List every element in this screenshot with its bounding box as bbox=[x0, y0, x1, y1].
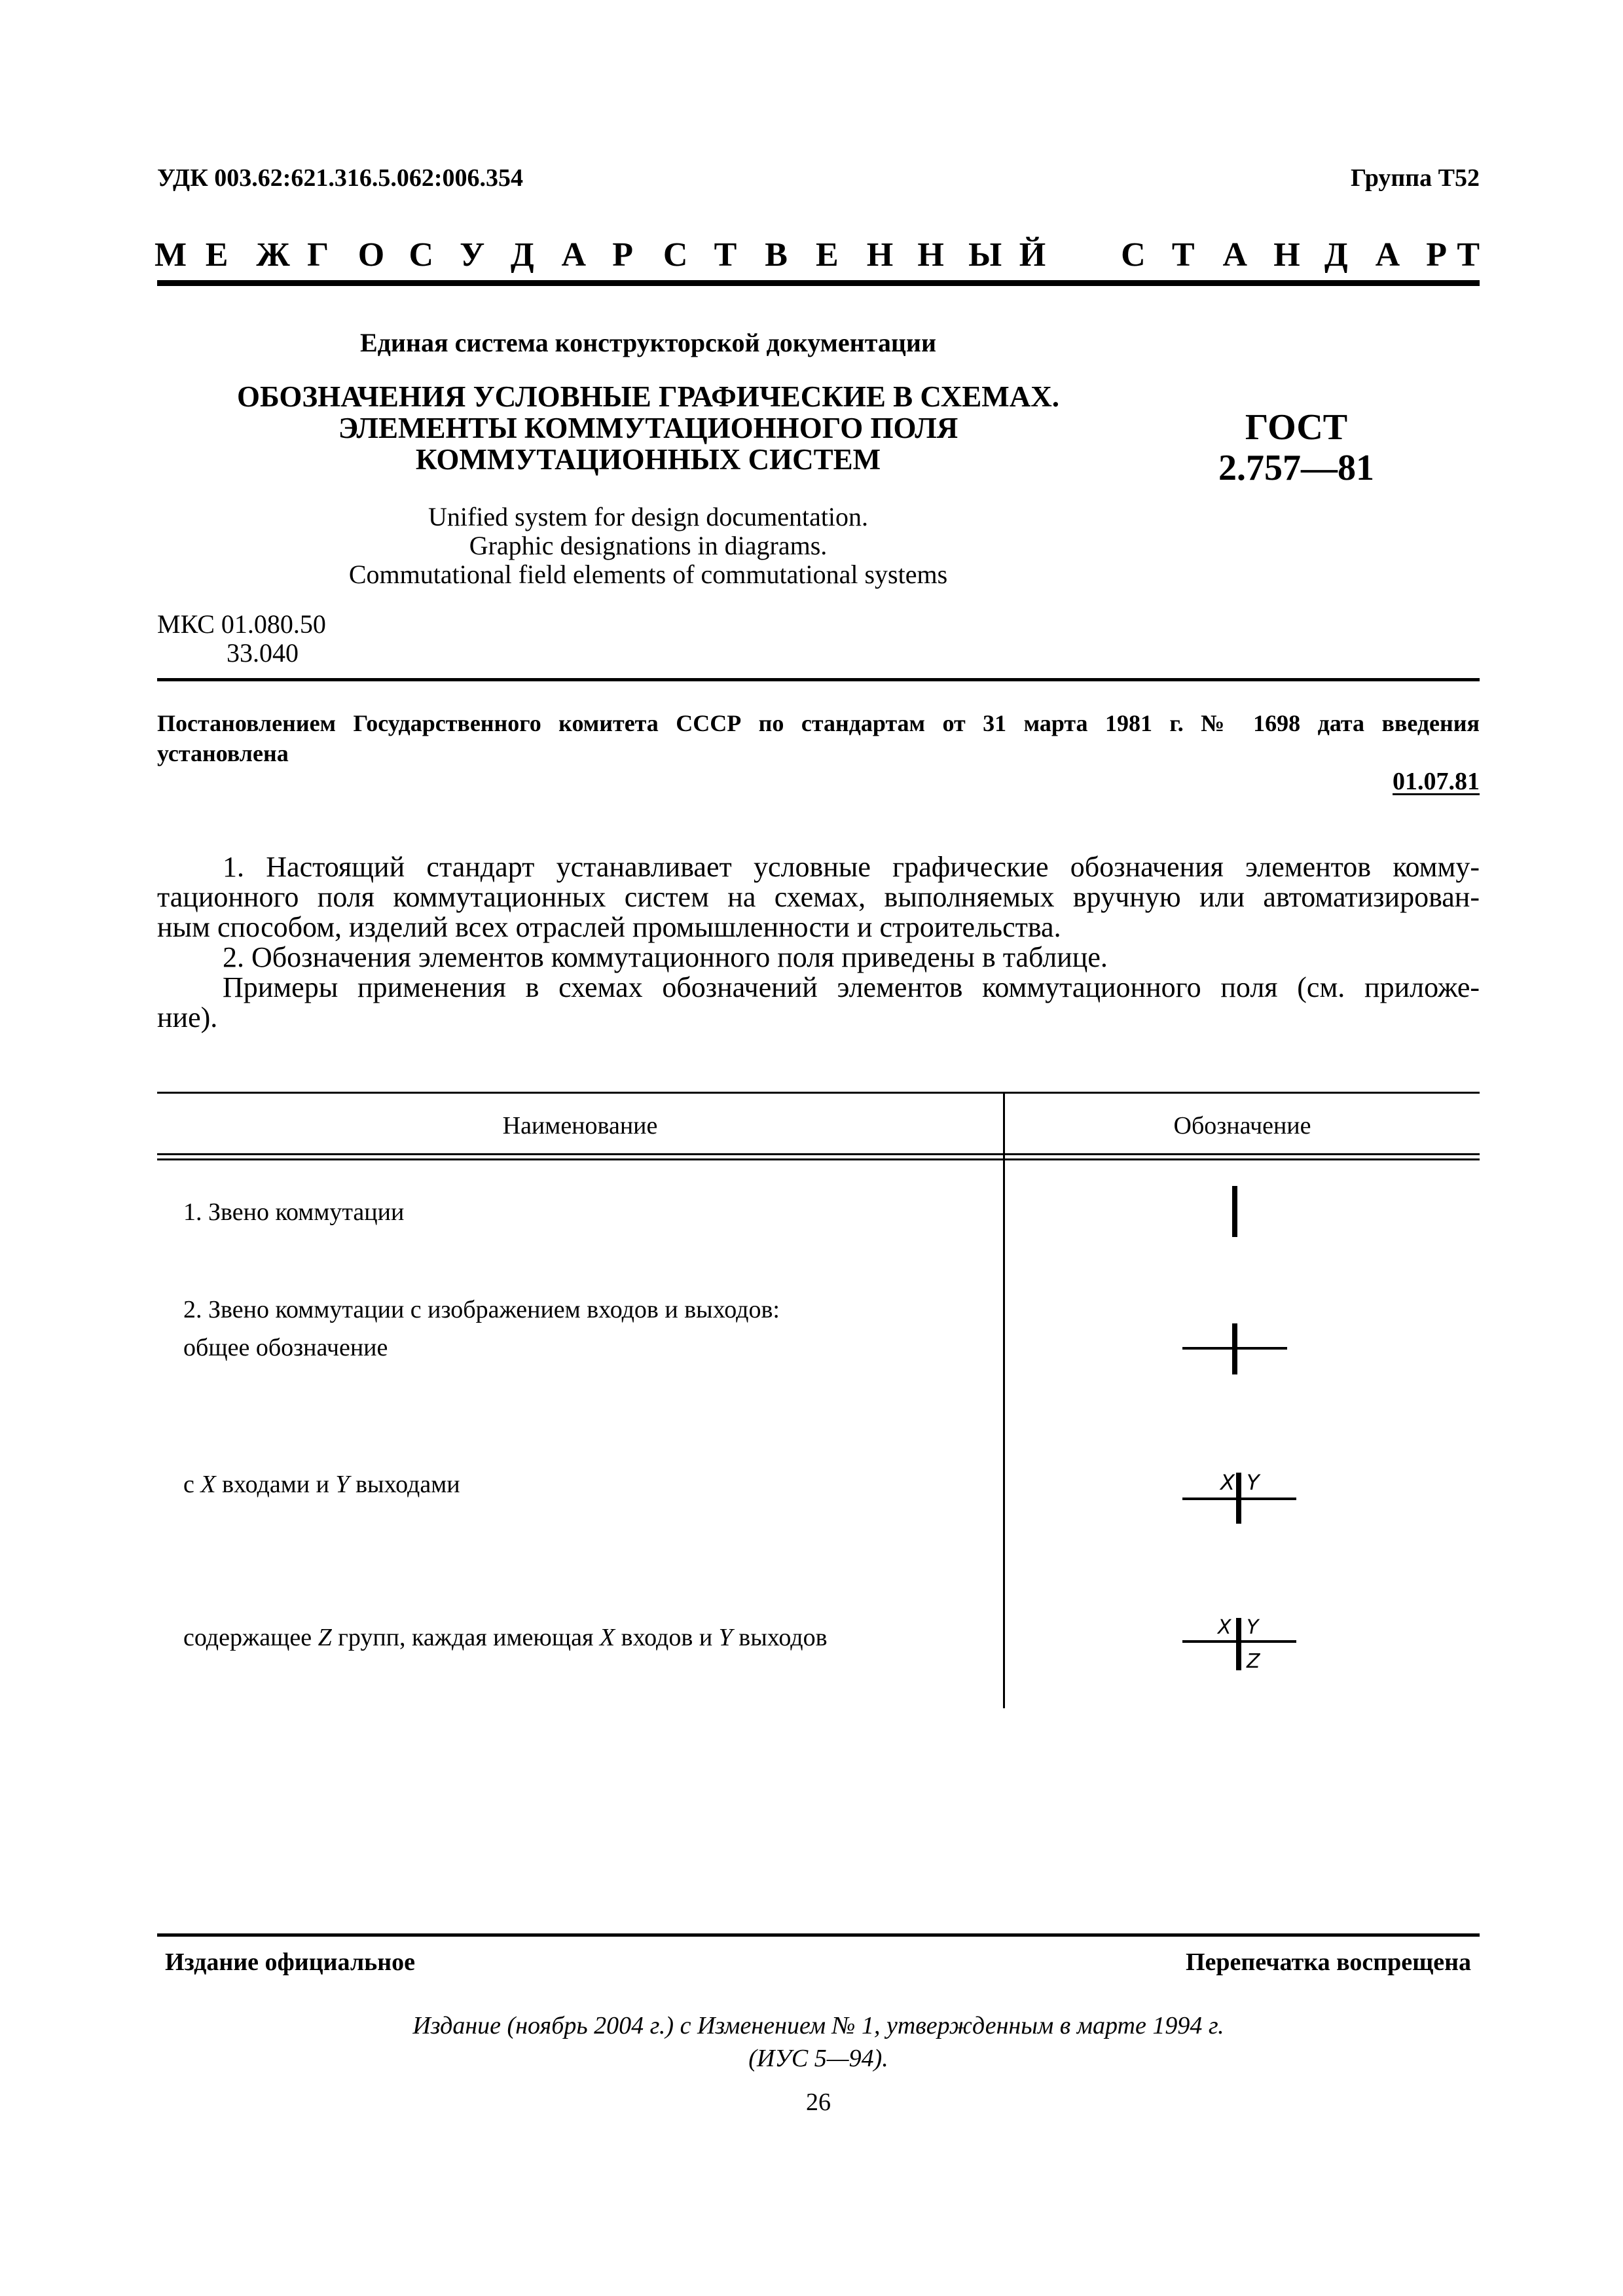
mks-line-2: 33.040 bbox=[227, 638, 299, 668]
banner-letter: Г bbox=[307, 236, 329, 274]
symbol-z-label: Z bbox=[1247, 1650, 1260, 1673]
banner-letter: У bbox=[460, 236, 485, 274]
title-line-3: КОММУТАЦИОННЫХ СИСТЕМ bbox=[415, 443, 881, 476]
banner-letter: Й bbox=[1019, 236, 1046, 274]
banner-letter: А bbox=[561, 236, 587, 274]
row-2-line-1: 2. Звено коммутации с изображением входов и выходов: bbox=[183, 1296, 780, 1323]
banner-letter: О bbox=[357, 236, 385, 274]
udk-code: УДК 003.62:621.316.5.062:006.354 bbox=[157, 164, 524, 192]
page-number: 26 bbox=[806, 2089, 831, 2116]
banner-letter: Е bbox=[816, 236, 839, 274]
table-row-2-text bbox=[183, 1291, 780, 1367]
paragraph-1 bbox=[157, 852, 1480, 1033]
gost-label: ГОСТ bbox=[1245, 407, 1348, 448]
symbol-y-label-2: Y bbox=[1247, 1616, 1259, 1639]
table-header-rule-2 bbox=[157, 1158, 1480, 1160]
standard-banner bbox=[157, 236, 1480, 275]
banner-letter: Р bbox=[612, 236, 633, 274]
row-3-post: выходами bbox=[349, 1471, 460, 1498]
row-4-var-z: Z bbox=[318, 1624, 332, 1651]
banner-letter: Д bbox=[510, 236, 534, 274]
banner-letter: А bbox=[1375, 236, 1400, 274]
document-title bbox=[196, 381, 1100, 475]
row-4-var-x: X bbox=[599, 1624, 615, 1651]
banner-letter: М bbox=[155, 236, 187, 274]
banner-letter: Ж bbox=[256, 236, 290, 274]
banner-letter: Н bbox=[866, 236, 894, 274]
banner-letter: В bbox=[765, 236, 788, 274]
edition-line-2: (ИУС 5—94). bbox=[748, 2045, 888, 2072]
english-line-2: Graphic designations in diagrams. bbox=[469, 531, 828, 560]
symbol-link-inputs-outputs bbox=[1178, 1309, 1309, 1388]
p3-line-1: Примеры применения в схемах обозначений элементов коммутационного поля (см. приложе- bbox=[223, 971, 1480, 1003]
p1-line-1: 1. Настоящий стандарт устанавливает условные графические обозначения элементов комму- bbox=[223, 851, 1480, 883]
symbol-switch-link bbox=[1178, 1178, 1309, 1244]
banner-letter: Н bbox=[917, 236, 944, 274]
english-line-1: Unified system for design documentation. bbox=[428, 502, 869, 531]
footer-rule bbox=[157, 1933, 1480, 1937]
column-header-name: Наименование bbox=[502, 1112, 658, 1139]
row-3-pre: с bbox=[183, 1471, 201, 1498]
gost-designation bbox=[1178, 407, 1414, 488]
p1-line-2: тационного поля коммутационных систем на схемах, выполняемых вручную или автоматизирован- bbox=[157, 881, 1480, 913]
table-top-rule bbox=[157, 1092, 1480, 1094]
banner-letter: Т bbox=[1171, 236, 1195, 274]
banner-letter: Н bbox=[1273, 236, 1300, 274]
column-header-symbol: Обозначение bbox=[1173, 1112, 1311, 1139]
group-code: Группа Т52 bbox=[1350, 164, 1480, 192]
banner-letter: Д bbox=[1324, 236, 1348, 274]
row-3-mid: входами и bbox=[215, 1471, 336, 1498]
table-header-rule-1 bbox=[157, 1153, 1480, 1155]
symbol-link-x-inputs-y-outputs bbox=[1178, 1453, 1322, 1532]
edition-line-1: Издание (ноябрь 2004 г.) с Изменением № 1, утвержденным в марте 1994 г. bbox=[412, 2012, 1224, 2039]
effective-date: 01.07.81 bbox=[1393, 768, 1480, 795]
official-edition: Издание официальное bbox=[165, 1948, 416, 1976]
banner-letter: С bbox=[663, 236, 688, 274]
title-line-2: ЭЛЕМЕНТЫ КОММУТАЦИОННОГО ПОЛЯ bbox=[338, 412, 958, 444]
p3-line-2: ние). bbox=[157, 1001, 218, 1033]
mks-line-1: МКС 01.080.50 bbox=[157, 609, 326, 639]
decree-text: Постановлением Государственного комитета СССР по стандартам от 31 марта 1981 г. № 1698 дата введения bbox=[157, 710, 1480, 736]
decree-text-2: установлена bbox=[157, 740, 289, 766]
banner-letter: Т bbox=[1457, 236, 1480, 274]
table-column-divider bbox=[1003, 1092, 1005, 1708]
english-line-3: Commutational field elements of commutational systems bbox=[348, 560, 948, 589]
banner-letter: Е bbox=[205, 236, 228, 274]
row-4-pre: содержащее bbox=[183, 1624, 318, 1651]
banner-letter: С bbox=[409, 236, 434, 274]
row-4-post: выходов bbox=[732, 1624, 828, 1651]
system-name: Единая система конструкторской документации bbox=[360, 328, 936, 357]
row-4-mid2: входов и bbox=[615, 1624, 719, 1651]
row-4-var-y: Y bbox=[718, 1624, 733, 1651]
banner-letter: С bbox=[1121, 236, 1146, 274]
mks-codes bbox=[157, 610, 326, 668]
row-4-mid: групп, каждая имеющая bbox=[331, 1624, 600, 1651]
table-row-4-text bbox=[183, 1623, 828, 1652]
banner-letter: А bbox=[1222, 236, 1248, 274]
symbol-x-label-2: X bbox=[1218, 1616, 1231, 1639]
reprint-prohibited: Перепечатка воспрещена bbox=[1185, 1948, 1471, 1976]
english-title bbox=[196, 503, 1100, 589]
title-rule bbox=[157, 678, 1480, 681]
table-row-3-text bbox=[183, 1470, 460, 1499]
edition-note bbox=[157, 2009, 1480, 2075]
banner-rule bbox=[157, 280, 1480, 286]
gost-number: 2.757—81 bbox=[1218, 448, 1374, 488]
row-3-var-x: X bbox=[200, 1471, 216, 1498]
symbol-link-z-groups bbox=[1178, 1604, 1322, 1689]
banner-letter: Т bbox=[714, 236, 737, 274]
title-line-1: ОБОЗНАЧЕНИЯ УСЛОВНЫЕ ГРАФИЧЕСКИЕ В СХЕМАХ. bbox=[236, 380, 1059, 413]
paragraph-2: 2. Обозначения элементов коммутационного поля приведены в таблице. bbox=[223, 941, 1108, 973]
row-2-line-2: общее обозначение bbox=[183, 1334, 388, 1361]
table-row-1-text: 1. Звено коммутации bbox=[183, 1198, 405, 1226]
row-3-var-y: Y bbox=[335, 1471, 350, 1498]
p1-line-3: ным способом, изделий всех отраслей промышленности и строительства. bbox=[157, 911, 1061, 943]
symbol-y-label: Y bbox=[1247, 1470, 1260, 1495]
banner-letter: Ы bbox=[968, 236, 1002, 274]
banner-letter: Р bbox=[1426, 236, 1448, 274]
symbol-x-label: X bbox=[1220, 1470, 1235, 1495]
